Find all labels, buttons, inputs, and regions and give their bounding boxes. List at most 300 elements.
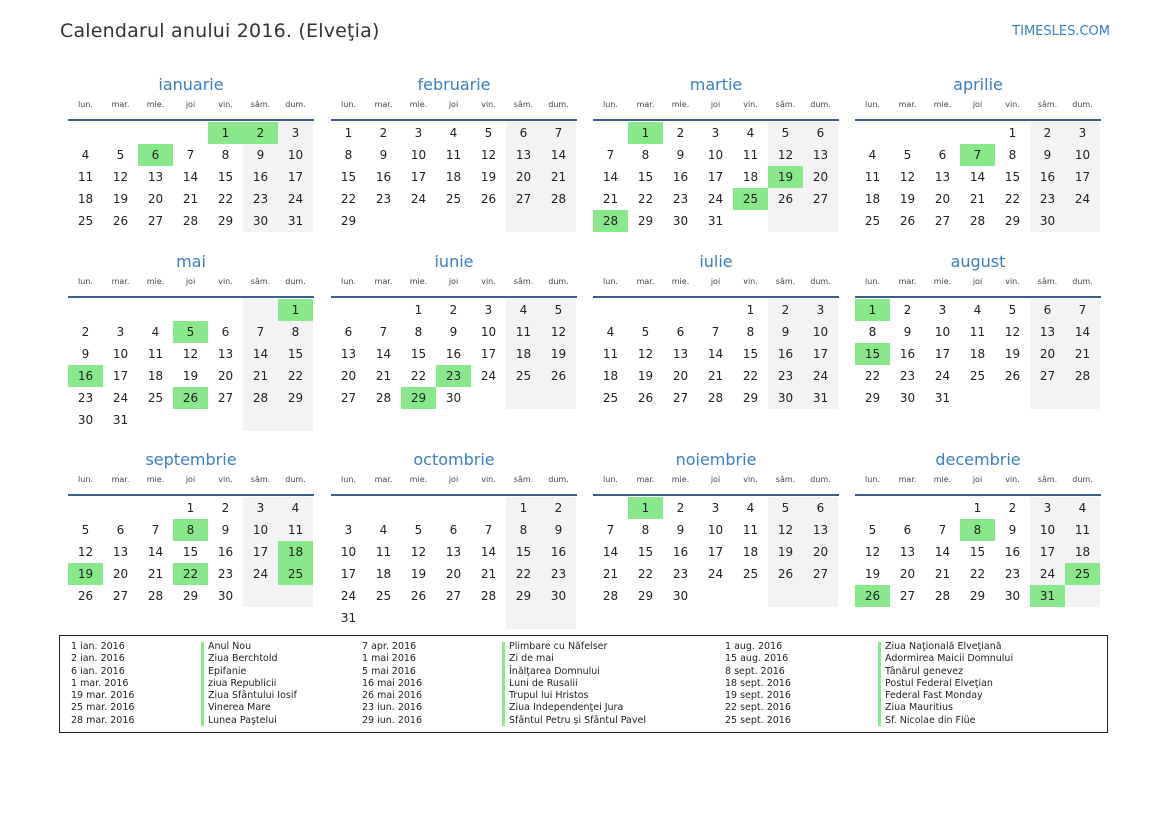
day-cell: 3 — [711, 126, 720, 140]
weekday-header — [593, 475, 839, 493]
weekday-label: mie. — [409, 100, 428, 109]
day-cell: 12 — [480, 148, 497, 162]
day-cell: 29 — [217, 214, 234, 228]
day-cell: 14 — [243, 343, 278, 365]
weekday-header — [68, 475, 314, 493]
day-cell: 30 — [1030, 210, 1065, 232]
day-cell: 4 — [81, 148, 90, 162]
day-cell-holiday: 22 — [173, 563, 208, 585]
day-cell: 13 — [803, 144, 838, 166]
day-cell-empty — [506, 607, 541, 629]
weekday-label: vin. — [481, 100, 496, 109]
day-cell-holiday: 25 — [733, 188, 768, 210]
holiday-name: Ziua Independenţei Jura — [509, 702, 624, 714]
day-cell: 3 — [1065, 122, 1100, 144]
day-cell-empty — [733, 210, 768, 232]
holiday-date: 19 mar. 2016 — [71, 690, 135, 702]
day-cell: 9 — [541, 519, 576, 541]
month-title: august — [950, 252, 1006, 271]
weekday-header — [331, 475, 577, 493]
day-cell: 17 — [934, 347, 951, 361]
day-cell: 1 — [186, 501, 195, 515]
day-cell: 29 — [969, 589, 986, 603]
weekday-label: mar. — [898, 277, 917, 286]
day-cell: 25 — [742, 567, 759, 581]
month-title: noiembrie — [675, 450, 757, 469]
month-noiembrie — [593, 449, 839, 607]
weekday-label: joi — [185, 475, 196, 484]
day-cell: 7 — [243, 321, 278, 343]
day-cell: 28 — [1065, 365, 1100, 387]
day-grid — [593, 299, 839, 409]
day-cell: 9 — [676, 523, 685, 537]
day-cell: 17 — [707, 545, 724, 559]
day-cell-empty — [471, 387, 506, 409]
day-cell: 29 — [340, 214, 357, 228]
holiday-date: 5 mai 2016 — [362, 665, 416, 677]
day-cell-holiday: 7 — [960, 144, 995, 166]
day-cell: 11 — [602, 347, 619, 361]
day-cell: 30 — [217, 589, 234, 603]
day-cell: 9 — [379, 148, 388, 162]
day-cell: 7 — [379, 325, 388, 339]
weekday-label: vin. — [481, 277, 496, 286]
holiday-date: 1 aug. 2016 — [725, 641, 783, 652]
day-cell: 9 — [676, 148, 685, 162]
header-rule — [331, 296, 577, 298]
weekday-header — [593, 277, 839, 295]
day-cell: 1 — [746, 303, 755, 317]
day-cell-holiday: 15 — [855, 343, 890, 365]
day-cell: 24 — [934, 369, 951, 383]
day-cell-empty — [68, 299, 103, 321]
day-cell: 7 — [711, 325, 720, 339]
day-cell: 23 — [672, 567, 689, 581]
day-cell: 18 — [742, 170, 759, 184]
day-cell: 22 — [278, 365, 313, 387]
day-cell: 31 — [278, 210, 313, 232]
weekday-label: joi — [972, 277, 983, 286]
weekday-label: mar. — [111, 100, 130, 109]
day-cell: 9 — [768, 321, 803, 343]
day-cell: 10 — [1030, 519, 1065, 541]
day-cell-holiday: 29 — [401, 387, 436, 409]
holiday-marker — [201, 642, 204, 726]
day-cell: 6 — [803, 497, 838, 519]
day-cell: 12 — [410, 545, 427, 559]
day-cell-empty — [366, 497, 401, 519]
holiday-dates-col-2 — [362, 641, 422, 727]
day-cell: 11 — [969, 325, 986, 339]
day-cell: 11 — [375, 545, 392, 559]
day-cell-empty — [103, 497, 138, 519]
day-cell-empty — [173, 122, 208, 144]
holiday-date: 16 mai 2016 — [362, 677, 423, 689]
day-cell: 30 — [243, 210, 278, 232]
day-cell: 24 — [707, 192, 724, 206]
day-cell-empty — [593, 299, 628, 321]
day-cell: 2 — [81, 325, 90, 339]
day-cell: 10 — [243, 519, 278, 541]
weekday-label: dum. — [548, 475, 569, 484]
day-cell: 3 — [243, 497, 278, 519]
month-ianuarie — [68, 74, 314, 232]
holiday-name: Anul Nou — [208, 641, 252, 652]
day-cell: 14 — [182, 170, 199, 184]
day-cell: 8 — [746, 325, 755, 339]
day-cell-empty — [436, 210, 471, 232]
day-cell: 14 — [969, 170, 986, 184]
day-cell: 23 — [77, 391, 94, 405]
day-cell: 25 — [445, 192, 462, 206]
weekday-label: vin. — [1005, 100, 1020, 109]
holiday-name: Ziua Berchtold — [208, 653, 278, 665]
day-cell-empty — [436, 607, 471, 629]
month-martie — [593, 74, 839, 232]
day-cell: 27 — [803, 563, 838, 585]
day-cell-empty — [925, 497, 960, 519]
day-cell: 24 — [243, 563, 278, 585]
day-cell: 25 — [375, 589, 392, 603]
day-cell: 10 — [707, 523, 724, 537]
day-cell: 2 — [676, 501, 685, 515]
site-link[interactable]: TIMESLES.COM — [1012, 24, 1110, 39]
day-cell: 21 — [1065, 343, 1100, 365]
day-cell: 24 — [112, 391, 129, 405]
weekday-label: joi — [448, 100, 459, 109]
header-rule — [855, 119, 1101, 121]
day-cell: 13 — [445, 545, 462, 559]
day-cell: 21 — [602, 567, 619, 581]
day-cell: 18 — [147, 369, 164, 383]
day-cell: 3 — [803, 299, 838, 321]
month-title: septembrie — [145, 450, 237, 469]
day-cell: 10 — [340, 545, 357, 559]
day-cell-empty — [855, 122, 890, 144]
header-rule — [68, 119, 314, 121]
day-cell: 13 — [217, 347, 234, 361]
day-cell: 27 — [803, 188, 838, 210]
day-cell: 4 — [973, 303, 982, 317]
day-cell: 28 — [375, 391, 392, 405]
day-cell: 14 — [707, 347, 724, 361]
day-cell: 29 — [864, 391, 881, 405]
day-cell-empty — [541, 210, 576, 232]
day-cell: 27 — [147, 214, 164, 228]
day-cell: 15 — [506, 541, 541, 563]
day-cell: 20 — [803, 166, 838, 188]
day-cell-empty — [243, 409, 278, 431]
day-cell: 7 — [606, 523, 615, 537]
day-cell: 13 — [803, 519, 838, 541]
weekday-header — [331, 100, 577, 118]
day-cell: 8 — [221, 148, 230, 162]
day-cell: 30 — [445, 391, 462, 405]
holiday-names-col-1 — [208, 641, 297, 727]
day-cell-empty — [541, 607, 576, 629]
day-cell: 7 — [541, 122, 576, 144]
day-cell: 10 — [707, 148, 724, 162]
weekday-label: joi — [972, 475, 983, 484]
holiday-date: 25 sept. 2016 — [725, 714, 791, 726]
day-cell: 6 — [221, 325, 230, 339]
weekday-label: lun. — [78, 277, 93, 286]
holiday-name: ziua Republicii — [208, 677, 277, 689]
day-cell: 17 — [340, 567, 357, 581]
holiday-date: 22 sept. 2016 — [725, 702, 791, 714]
weekday-label: lun. — [603, 277, 618, 286]
day-cell: 21 — [541, 166, 576, 188]
holiday-name: Tânărul genevez — [885, 665, 964, 677]
header-rule — [68, 494, 314, 496]
day-cell: 31 — [340, 611, 357, 625]
day-cell: 17 — [112, 369, 129, 383]
day-cell-empty — [401, 497, 436, 519]
day-cell: 13 — [672, 347, 689, 361]
day-cell: 27 — [1030, 365, 1065, 387]
day-cell: 19 — [182, 369, 199, 383]
header-rule — [331, 494, 577, 496]
day-cell: 3 — [116, 325, 125, 339]
day-cell: 17 — [1065, 166, 1100, 188]
day-cell: 14 — [1065, 321, 1100, 343]
day-cell: 11 — [147, 347, 164, 361]
day-cell: 7 — [606, 148, 615, 162]
day-cell: 20 — [340, 369, 357, 383]
weekday-label: sâm. — [1037, 100, 1058, 109]
weekday-label: mie. — [933, 100, 952, 109]
holiday-date: 7 apr. 2016 — [362, 641, 417, 652]
day-cell: 19 — [541, 343, 576, 365]
day-cell: 26 — [541, 365, 576, 387]
day-cell: 3 — [414, 126, 423, 140]
weekday-label: mar. — [111, 475, 130, 484]
day-cell: 22 — [217, 192, 234, 206]
weekday-label: mie. — [146, 475, 165, 484]
day-cell: 17 — [480, 347, 497, 361]
day-cell: 15 — [1004, 170, 1021, 184]
day-cell: 23 — [217, 567, 234, 581]
weekday-label: mie. — [409, 277, 428, 286]
day-cell: 19 — [1004, 347, 1021, 361]
weekday-label: sâm. — [1037, 475, 1058, 484]
day-cell: 3 — [1030, 497, 1065, 519]
day-cell: 2 — [449, 303, 458, 317]
day-cell: 9 — [449, 325, 458, 339]
day-grid — [593, 497, 839, 607]
weekday-label: joi — [185, 100, 196, 109]
day-cell-holiday: 16 — [68, 365, 103, 387]
day-cell: 15 — [182, 545, 199, 559]
day-cell: 15 — [637, 170, 654, 184]
day-cell: 5 — [116, 148, 125, 162]
weekday-label: vin. — [1005, 475, 1020, 484]
holiday-name: Ziua Mauritius — [885, 702, 953, 714]
weekday-label: vin. — [218, 100, 233, 109]
day-cell: 13 — [506, 144, 541, 166]
day-cell: 31 — [934, 391, 951, 405]
day-cell: 26 — [77, 589, 94, 603]
day-cell-empty — [1065, 210, 1100, 232]
day-cell: 20 — [506, 166, 541, 188]
holiday-name: Adormirea Maicii Domnului — [885, 653, 1014, 665]
day-cell: 2 — [221, 501, 230, 515]
header-rule — [855, 494, 1101, 496]
day-cell: 18 — [864, 192, 881, 206]
day-cell: 29 — [637, 589, 654, 603]
weekday-header — [68, 100, 314, 118]
day-cell: 17 — [410, 170, 427, 184]
day-cell: 9 — [903, 325, 912, 339]
day-cell: 20 — [112, 567, 129, 581]
day-cell: 26 — [768, 188, 803, 210]
day-cell: 24 — [340, 589, 357, 603]
month-title: februarie — [417, 75, 491, 94]
weekday-label: sâm. — [513, 277, 534, 286]
day-cell: 7 — [186, 148, 195, 162]
day-cell: 13 — [112, 545, 129, 559]
month-title: ianuarie — [158, 75, 224, 94]
day-cell: 22 — [637, 192, 654, 206]
day-cell-holiday: 1 — [278, 299, 313, 321]
day-cell: 5 — [768, 497, 803, 519]
day-cell: 20 — [672, 369, 689, 383]
day-cell: 6 — [344, 325, 353, 339]
day-cell: 3 — [344, 523, 353, 537]
day-cell: 8 — [414, 325, 423, 339]
day-cell: 19 — [480, 170, 497, 184]
header-rule — [593, 494, 839, 496]
day-cell: 13 — [899, 545, 916, 559]
day-cell-holiday: 19 — [768, 166, 803, 188]
day-cell: 16 — [1004, 545, 1021, 559]
day-cell: 3 — [484, 303, 493, 317]
holiday-name: Epifanie — [208, 665, 247, 677]
day-cell: 3 — [278, 122, 313, 144]
holiday-name: Postul Federal Elveţian — [885, 677, 993, 689]
month-title: mai — [176, 252, 206, 271]
day-cell-holiday: 2 — [243, 122, 278, 144]
day-cell: 12 — [768, 144, 803, 166]
day-cell: 23 — [243, 188, 278, 210]
day-cell-empty — [1030, 387, 1065, 409]
day-cell: 27 — [217, 391, 234, 405]
day-grid — [331, 299, 577, 409]
weekday-label: joi — [185, 277, 196, 286]
day-cell: 9 — [221, 523, 230, 537]
day-cell: 25 — [864, 214, 881, 228]
day-cell: 4 — [1065, 497, 1100, 519]
day-cell: 7 — [151, 523, 160, 537]
day-cell: 16 — [243, 166, 278, 188]
day-cell: 28 — [243, 387, 278, 409]
day-cell: 5 — [541, 299, 576, 321]
day-cell: 6 — [506, 122, 541, 144]
holiday-name: Zi de mai — [509, 653, 554, 665]
weekday-label: lun. — [341, 100, 356, 109]
day-cell: 29 — [742, 391, 759, 405]
day-cell: 4 — [151, 325, 160, 339]
day-cell-holiday: 18 — [278, 541, 313, 563]
day-cell: 16 — [672, 545, 689, 559]
day-cell-empty — [138, 409, 173, 431]
day-cell: 13 — [340, 347, 357, 361]
day-cell-empty — [803, 585, 838, 607]
day-cell: 5 — [868, 523, 877, 537]
day-cell: 11 — [742, 523, 759, 537]
day-cell: 22 — [637, 567, 654, 581]
weekday-label: vin. — [1005, 277, 1020, 286]
weekday-label: dum. — [285, 100, 306, 109]
day-cell-empty — [208, 409, 243, 431]
day-cell: 16 — [541, 541, 576, 563]
day-cell: 8 — [506, 519, 541, 541]
holiday-date: 25 mar. 2016 — [71, 702, 135, 714]
day-cell: 10 — [112, 347, 129, 361]
day-cell-empty — [925, 122, 960, 144]
day-cell: 28 — [934, 589, 951, 603]
day-cell: 9 — [81, 347, 90, 361]
day-cell: 10 — [480, 325, 497, 339]
day-cell-holiday: 26 — [173, 387, 208, 409]
weekday-label: mie. — [671, 100, 690, 109]
day-cell: 11 — [742, 148, 759, 162]
weekday-label: dum. — [285, 277, 306, 286]
weekday-label: mie. — [671, 475, 690, 484]
day-cell-empty — [471, 210, 506, 232]
weekday-label: mar. — [898, 475, 917, 484]
day-cell: 12 — [1004, 325, 1021, 339]
weekday-label: sâm. — [775, 475, 796, 484]
day-grid — [855, 299, 1101, 409]
day-cell-holiday: 1 — [208, 122, 243, 144]
month-title: iulie — [699, 252, 733, 271]
day-cell-empty — [103, 122, 138, 144]
day-cell: 16 — [1030, 166, 1065, 188]
day-cell: 12 — [899, 170, 916, 184]
day-cell-empty — [541, 387, 576, 409]
day-cell: 10 — [1065, 144, 1100, 166]
day-cell: 18 — [742, 545, 759, 559]
day-cell: 25 — [147, 391, 164, 405]
day-cell: 2 — [379, 126, 388, 140]
day-grid — [68, 497, 314, 607]
weekday-label: sâm. — [250, 475, 271, 484]
holiday-name: Trupul lui Hristos — [509, 690, 589, 702]
day-cell: 5 — [1008, 303, 1017, 317]
weekday-label: dum. — [548, 277, 569, 286]
day-cell: 13 — [934, 170, 951, 184]
day-cell: 5 — [414, 523, 423, 537]
day-cell-empty — [593, 497, 628, 519]
holiday-date: 19 sept. 2016 — [725, 690, 791, 702]
day-cell: 31 — [803, 387, 838, 409]
day-cell-empty — [331, 299, 366, 321]
weekday-label: dum. — [285, 475, 306, 484]
month-title: aprilie — [953, 75, 1003, 94]
weekday-label: vin. — [743, 277, 758, 286]
day-cell: 4 — [606, 325, 615, 339]
day-cell: 19 — [112, 192, 129, 206]
day-cell-empty — [138, 122, 173, 144]
day-cell-empty — [243, 299, 278, 321]
day-cell: 30 — [77, 413, 94, 427]
day-cell: 1 — [414, 303, 423, 317]
day-cell: 20 — [899, 567, 916, 581]
day-grid — [68, 299, 314, 431]
day-cell-empty — [890, 497, 925, 519]
weekday-label: dum. — [810, 100, 831, 109]
